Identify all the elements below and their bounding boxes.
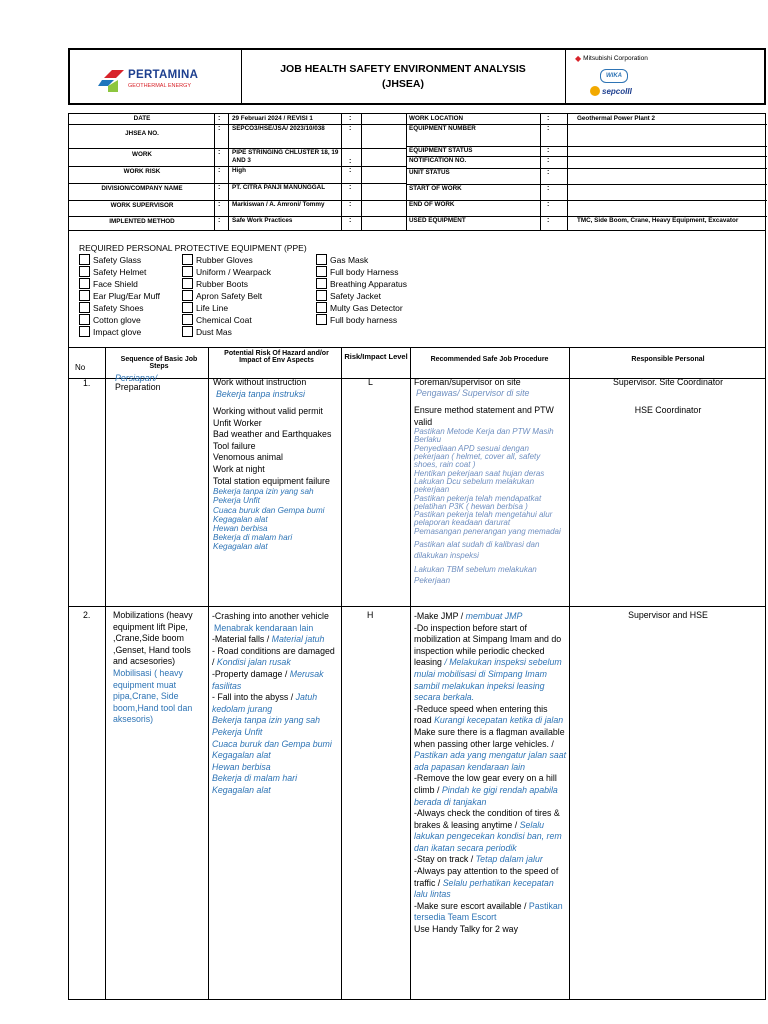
info-label: WORK RISK — [123, 168, 161, 175]
info-colon: : — [218, 149, 221, 156]
header-resp: Responsible Personal — [631, 356, 705, 363]
proc-item-id: Pindah ke gigi rendah apabila berada di tanjakan — [414, 784, 558, 807]
info-colon: : — [547, 201, 550, 208]
proc-item-en: -Reduce speed when entering this road — [414, 703, 548, 726]
pertamina-logo — [98, 66, 238, 98]
info-colon: : — [218, 115, 221, 122]
ppe-item[interactable] — [182, 254, 253, 265]
page-title — [241, 62, 565, 92]
proc-item-id: Pastikan pekerja telah mengetahui alur pelaporan keadaan darurat — [414, 510, 553, 528]
proc-item-id: Penyediaan APD sesuai dengan pekerjaan ( helmet, cover all, safety shoes, rain coat ) — [414, 443, 541, 470]
risk-item-en: -Property damage / — [212, 668, 290, 679]
ppe-checkbox[interactable] — [316, 266, 327, 277]
ppe-item[interactable] — [182, 314, 252, 325]
info-colon: : — [349, 158, 352, 165]
ppe-item-label: Ear Plug/Ear Muff — [93, 290, 160, 301]
ppe-checkbox[interactable] — [182, 302, 193, 313]
info-label: WORK — [132, 150, 152, 158]
info-label: EQUIPMENT STATUS — [409, 147, 473, 154]
info-table — [68, 113, 766, 231]
col-divider — [341, 348, 342, 999]
info-value: Markiswan / A. Amroni/ Tommy — [232, 201, 325, 208]
row1-proc1-id: Pengawas/ Supervisor di site — [416, 387, 530, 398]
row1-risk-id-list — [213, 487, 339, 551]
row2-seq-en: Mobilizations (heavy equipment lift Pipe, ,Crane,Side boom ,Genset, Hand tools and acsesories) — [113, 610, 193, 667]
row1-risk — [213, 377, 339, 400]
ppe-checkbox[interactable] — [316, 290, 327, 301]
info-label: START OF WORK — [409, 185, 462, 192]
ppe-item-label: Safety Jacket — [330, 290, 382, 301]
ppe-item-label: Life Line — [196, 302, 229, 313]
row1-risk-en-list — [213, 406, 339, 487]
risk-item — [212, 634, 338, 646]
pertamina-name: PERTAMINA — [128, 69, 199, 81]
risk-item-en: -Crashing into another vehicle — [212, 611, 329, 621]
proc-item-en: -Stay on track / — [414, 854, 476, 865]
risk-item — [212, 669, 338, 692]
proc-item-id: Pastikan alat sudah di kalibrasi dan dilakukan inspeksi — [414, 540, 540, 560]
risk-item: Unfit Worker — [213, 417, 262, 428]
info-label: EQUIPMENT NUMBER — [409, 125, 476, 132]
header-seq: Sequence of Basic Job Steps — [120, 356, 198, 370]
proc-item — [414, 623, 567, 704]
ppe-checkbox[interactable] — [79, 266, 90, 277]
proc-item-en: -Make sure escort available / — [414, 900, 529, 911]
info-value: TMC, Side Boom, Crane, Heavy Equipment, Excavator — [577, 217, 739, 224]
row2-seq-id: Mobilisasi ( heavy equipment muat pipa,Crane, Side boom,Hand tool dan aksesoris) — [113, 667, 193, 725]
risk-item-id: Bekerja di malam hari — [213, 533, 293, 543]
ppe-item[interactable] — [316, 302, 403, 313]
ppe-item-label: Face Shield — [93, 278, 138, 289]
proc-item-id: Kurangi kecepatan ketika di jalan — [434, 715, 564, 726]
ppe-item-label: Rubber Gloves — [196, 254, 253, 265]
col-divider — [406, 114, 407, 230]
risk-item-id: Hewan berbisa — [212, 761, 271, 772]
proc-item — [414, 773, 567, 808]
ppe-item[interactable] — [182, 278, 248, 289]
info-colon: : — [547, 147, 550, 154]
ppe-item-label: Apron Safety Belt — [196, 290, 263, 301]
col-divider — [410, 348, 411, 999]
pertamina-sub: GEOTHERMAL ENERGY — [128, 83, 192, 89]
risk-item-id: Cuaca buruk dan Gempa bumi — [213, 505, 325, 515]
ppe-checkbox[interactable] — [79, 278, 90, 289]
row1-risk-list — [213, 406, 339, 552]
row1-level: L — [368, 377, 373, 387]
ppe-item-label: Safety Helmet — [93, 266, 147, 277]
info-value: High — [232, 167, 246, 174]
row1-seq — [115, 374, 205, 394]
risk-item: Venomous animal — [213, 452, 283, 463]
risk-item-id: Material jatuh — [271, 634, 325, 645]
info-value: 29 Februari 2024 / REVISI 1 — [232, 115, 313, 122]
info-value: SEPCO3/HSE/JSA/ 2023/10/038 — [232, 125, 325, 132]
risk-item-id: Kegagalan alat — [212, 750, 271, 761]
pertamina-logo-icon — [98, 68, 128, 94]
risk-item-id: Menabrak kendaraan lain — [214, 622, 314, 633]
ppe-item-label: Gas Mask — [330, 254, 369, 265]
info-colon: : — [218, 125, 221, 132]
ppe-checkbox[interactable] — [182, 266, 193, 277]
info-colon: : — [547, 217, 550, 224]
row1-proc2 — [414, 405, 566, 590]
info-colon: : — [349, 217, 352, 224]
proc-item — [414, 924, 567, 936]
proc-item-id: Pastikan Metode Kerja dan PTW Masih Berlaku — [414, 427, 554, 445]
sepco-logo — [590, 86, 632, 96]
info-colon: : — [218, 167, 221, 174]
proc-item — [414, 901, 567, 924]
proc-item-en: Make sure there is a flagman available when passing other large vehicles. / — [414, 726, 565, 749]
row2-no: 2. — [83, 610, 91, 620]
risk-item-id: Cuaca buruk dan Gempa bumi — [212, 738, 332, 749]
info-colon: : — [349, 115, 352, 122]
ppe-checkbox[interactable] — [79, 302, 90, 313]
ppe-item-label: Full body harness — [330, 314, 398, 325]
ppe-item[interactable] — [79, 314, 141, 325]
risk-item-id: Merusak fasilitas — [212, 668, 324, 691]
header-level: Risk/Impact Level — [344, 352, 408, 361]
proc-item-en: -Do inspection before start of mobilization at Simpang Imam and do inspection while periodic checked leasing — [414, 622, 562, 668]
risk-item-en: - Fall into the abyss / — [212, 692, 296, 703]
risk-item: Working without valid permit — [213, 406, 323, 416]
row1-no: 1. — [83, 378, 91, 388]
header-proc: Recommended Safe Job Procedure — [430, 356, 549, 363]
ppe-item[interactable] — [316, 254, 368, 265]
proc-item-en: -Always pay attention to the speed of traffic / — [414, 866, 559, 888]
col-divider — [361, 114, 362, 230]
col-divider — [105, 348, 106, 999]
risk-item-id: Kegagalan alat — [213, 542, 268, 552]
info-colon: : — [349, 201, 352, 208]
proc-item-id: Lakukan Dcu sebelum melakukan pekerjaan — [414, 476, 535, 495]
ppe-item[interactable] — [182, 326, 232, 337]
ppe-item[interactable] — [316, 266, 399, 277]
risk-item — [212, 646, 338, 669]
risk-item: Bad weather and Earthquakes — [213, 429, 332, 440]
ppe-checkbox[interactable] — [182, 326, 193, 337]
proc-item — [414, 854, 567, 866]
info-colon: : — [349, 125, 352, 132]
risk-item — [212, 611, 338, 634]
header-divider — [565, 50, 566, 103]
row1-risk1-id: Bekerja tanpa instruksi — [216, 388, 305, 399]
risk-item — [212, 692, 338, 715]
ppe-checkbox[interactable] — [316, 314, 327, 325]
row2-risk-id-list — [212, 715, 338, 796]
proc-item-id: Hentikan pekerjaan saat hujan deras — [414, 468, 545, 478]
info-colon: : — [349, 184, 352, 191]
ppe-checkbox[interactable] — [182, 254, 193, 265]
risk-item-id: Kegagalan alat — [212, 784, 271, 795]
proc-item-en: -Remove the low gear every on a hill climb / — [414, 773, 557, 795]
ppe-checkbox[interactable] — [316, 278, 327, 289]
ppe-item[interactable] — [316, 290, 381, 301]
proc-item — [414, 808, 567, 854]
info-value: PT. CITRA PANJI MANUNGGAL — [232, 184, 326, 191]
ppe-checkbox[interactable] — [316, 302, 327, 313]
ppe-checkbox[interactable] — [182, 290, 193, 301]
mitsubishi-diamond-icon: ◆ — [575, 54, 582, 63]
ppe-item-label: Cotton glove — [93, 314, 141, 325]
wika-logo: WIKA — [600, 69, 628, 83]
proc-item-id: / Melakukan inspeksi sebelum mulai mobilisasi di Simpang Imam sambil melakukan inpeksi leasing secara berkala. — [414, 657, 562, 703]
row1-seq-en: Preparation — [115, 382, 161, 392]
proc-item-id: Selalu perhatikan kecepatan lalu lintas — [414, 877, 554, 900]
proc-item-id: Selalu lakukan pengecekan kondisi ban, rem dan ikatan secara periodik — [414, 819, 562, 853]
proc-item — [414, 611, 567, 623]
info-value: Safe Work Practices — [232, 217, 293, 224]
info-label: USED EQUIPMENT — [409, 217, 466, 224]
proc-item-id: Pastikan pekerja telah mendapatkat pelatihan P3K ( hewan berbisa ) — [414, 493, 542, 511]
risk-item: Work at night — [213, 463, 265, 474]
row2-level: H — [367, 610, 374, 620]
sepco-name: sepcoIII — [602, 86, 632, 96]
risk-item-en: -Material falls / — [212, 634, 272, 645]
title-line-1: JOB HEALTH SAFETY ENVIRONMENT ANALYSIS — [280, 63, 526, 75]
proc-item-id: membuat JMP — [465, 611, 523, 621]
info-colon: : — [218, 217, 221, 224]
info-colon: : — [218, 184, 221, 191]
info-row-divider — [406, 200, 767, 201]
col-divider — [208, 348, 209, 999]
info-colon: : — [547, 157, 550, 164]
info-label: WORK SUPERVISOR — [110, 201, 174, 209]
proc-item-en: Use Handy Talky for 2 way — [414, 924, 518, 935]
row1-seq-id: Persiapan/ — [115, 373, 158, 383]
col-divider — [341, 114, 342, 230]
row2-seq — [113, 610, 205, 726]
risk-item-id: Bekerja tanpa izin yang sah — [212, 715, 321, 726]
proc-item — [414, 704, 567, 727]
row1-proc1-en: Foreman/supervisor on site — [414, 377, 521, 387]
row1-proc3-id-list — [414, 540, 566, 586]
proc-item-en: -Make JMP / — [414, 611, 466, 621]
ppe-item[interactable] — [316, 278, 407, 289]
ppe-item-label: Uniform / Wearpack — [196, 266, 271, 277]
risk-item-en: - Road conditions are damaged / — [212, 645, 335, 668]
risk-item-id: Jatuh kedolam jurang — [212, 692, 318, 714]
info-colon: : — [547, 125, 550, 132]
ppe-checkbox[interactable] — [79, 254, 90, 265]
risk-item-id: Pekerja Unfit — [213, 496, 260, 506]
ppe-item[interactable] — [79, 254, 141, 265]
info-colon: : — [218, 201, 221, 208]
ppe-checkbox[interactable] — [79, 314, 90, 325]
ppe-checkbox[interactable] — [182, 278, 193, 289]
row2-resp: Supervisor and HSE — [628, 610, 708, 620]
ppe-item[interactable] — [79, 326, 141, 337]
jhsea-table — [68, 348, 766, 1000]
info-colon: : — [547, 185, 550, 192]
risk-item-id: Kondisi jalan rusak — [216, 657, 291, 668]
ppe-item-label: Dust Mas — [196, 326, 232, 337]
ppe-item[interactable] — [79, 266, 146, 277]
col-divider — [540, 114, 541, 230]
proc-item — [414, 727, 567, 773]
proc-item-id: Pemasangan penerangan yang memadai — [414, 526, 561, 536]
risk-item: Total station equipment failure — [213, 475, 330, 486]
info-colon: : — [547, 169, 550, 176]
info-label: END OF WORK — [409, 201, 455, 208]
ppe-item[interactable] — [182, 302, 228, 313]
info-label: DATE — [133, 115, 151, 122]
ppe-item-label: Impact glove — [93, 326, 142, 337]
row1-resp2: HSE Coordinator — [634, 405, 702, 415]
ppe-item[interactable] — [79, 302, 144, 313]
row1-resp1: Supervisor. Site Coordinator — [612, 377, 724, 387]
header-risk: Potential Risk Of Hazard and/or Impact of Env Aspects — [224, 350, 329, 364]
sepco-circle-icon — [590, 86, 600, 96]
info-colon: : — [349, 167, 352, 174]
ppe-item-label: Chemical Coat — [196, 314, 252, 325]
info-label: UNIT STATUS — [409, 169, 450, 176]
ppe-section — [68, 231, 766, 348]
title-line-2: (JHSEA) — [381, 78, 424, 90]
row1-risk1-en: Work without instruction — [213, 377, 307, 387]
info-label: IMPLENTED METHOD — [109, 217, 175, 225]
row2-proc-list — [414, 611, 567, 936]
row1-proc2-en: Ensure method statement and PTW valid — [414, 405, 554, 427]
proc-item-id: Pastikan tersedia Team Escort — [414, 900, 563, 923]
proc-item-id: Tetap dalam jalur — [475, 854, 543, 865]
ppe-item-label: Multy Gas Detector — [330, 302, 403, 313]
ppe-item-label: Safety Shoes — [93, 302, 144, 313]
col-divider — [567, 114, 568, 230]
info-label: JHSEA NO. — [125, 129, 159, 137]
risk-item-id: Bekerja tanpa izin yang sah — [213, 487, 314, 497]
risk-item-id: Kegagalan alat — [213, 514, 268, 524]
proc-item-id: Pastikan ada yang mengatur jalan saat ada papasan kendaraan lain — [414, 750, 567, 772]
ppe-checkbox[interactable] — [316, 254, 327, 265]
ppe-checkbox[interactable] — [79, 290, 90, 301]
document-header — [68, 48, 766, 105]
proc-item-id: Lakukan TBM sebelum melakukan Pekerjaan — [414, 565, 537, 585]
info-label: DIVISION/COMPANY NAME — [101, 185, 183, 192]
proc-item-en: -Always check the condition of tires & brakes & leasing anytime / — [414, 808, 560, 830]
risk-item-id: Bekerja di malam hari — [212, 773, 298, 784]
ppe-item[interactable] — [182, 290, 262, 301]
ppe-checkbox[interactable] — [79, 326, 90, 337]
ppe-item-label: Safety Glass — [93, 254, 142, 265]
ppe-item[interactable] — [316, 314, 397, 325]
row1-proc1 — [414, 377, 566, 398]
header-no: No — [75, 363, 86, 372]
mitsubishi-name: Mitsubishi Corporation — [583, 55, 648, 62]
info-colon: : — [547, 115, 550, 122]
ppe-checkbox[interactable] — [182, 314, 193, 325]
col-divider — [214, 114, 215, 230]
info-value: PIPE STRINGING CHLUSTER 18, 19 AND 3 — [232, 149, 339, 164]
info-label: NOTIFICATION NO. — [409, 157, 467, 164]
info-label: WORK LOCATION — [409, 115, 464, 122]
col-divider — [569, 348, 570, 999]
risk-item-id: Pekerja Unfit — [212, 726, 263, 737]
ppe-item-label: Full body Harness — [330, 266, 399, 277]
row2-risk-list — [212, 611, 338, 715]
ppe-item[interactable] — [79, 278, 138, 289]
row1-proc2-id-list — [414, 428, 566, 536]
row-divider — [69, 606, 765, 607]
mitsubishi-logo — [575, 54, 648, 63]
ppe-item-label: Breathing Apparatus — [330, 278, 408, 289]
row2-risk — [212, 611, 338, 797]
proc-item — [414, 866, 567, 901]
info-value: Geothermal Power Plant 2 — [577, 115, 656, 122]
ppe-item[interactable] — [79, 290, 160, 301]
info-row-divider — [406, 168, 767, 169]
risk-item: Tool failure — [213, 440, 256, 451]
ppe-item[interactable] — [182, 266, 271, 277]
ppe-item-label: Rubber Boots — [196, 278, 248, 289]
ppe-title: REQUIRED PERSONAL PROTECTIVE EQUIPMENT (PPE) — [79, 243, 307, 253]
risk-item-id: Hewan berbisa — [213, 523, 268, 533]
col-divider — [228, 114, 229, 230]
